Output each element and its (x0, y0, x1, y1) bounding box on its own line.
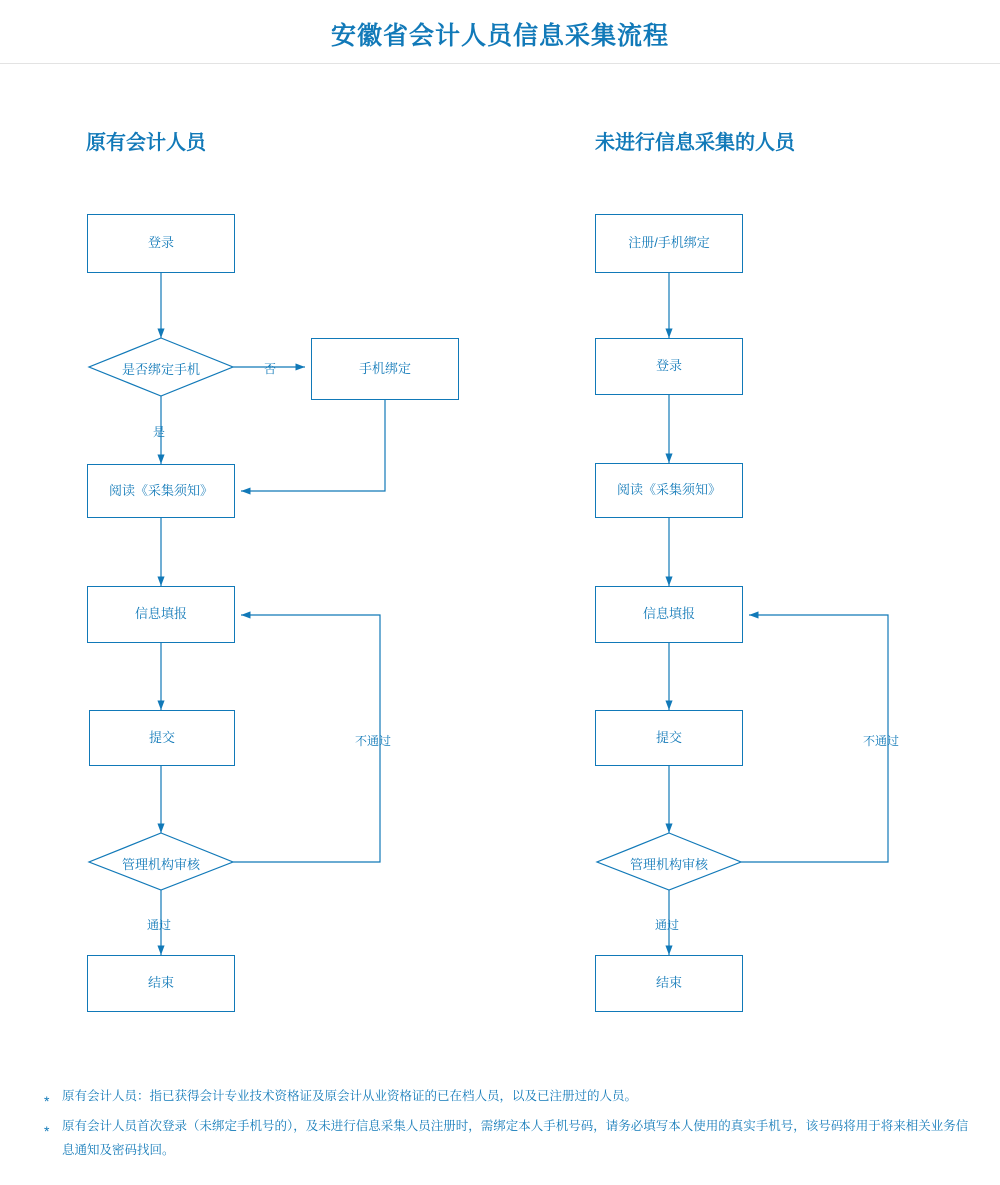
edge-label-right-fail: 不通过 (863, 734, 900, 748)
node-right-end[interactable]: 结束 (595, 955, 743, 1012)
node-left-review[interactable]: 管理机构审核 (121, 857, 200, 872)
edge-label-right-pass: 通过 (655, 918, 680, 932)
footnotes (44, 1085, 974, 1168)
footnote-item (44, 1115, 974, 1163)
node-right-submit[interactable]: 提交 (595, 710, 743, 766)
node-left-read-notice[interactable]: 阅读《采集须知》 (87, 464, 235, 518)
asterisk-icon: * (44, 1122, 50, 1139)
asterisk-icon: * (44, 1093, 50, 1109)
node-left-login[interactable]: 登录 (87, 214, 235, 273)
node-right-register[interactable]: 注册/手机绑定 (595, 214, 743, 273)
edge-label-left-pass: 通过 (147, 918, 172, 932)
column-heading-new-staff: 未进行信息采集的人员 (595, 132, 795, 154)
node-left-phone-check[interactable]: 是否绑定手机 (121, 362, 200, 377)
node-left-fill-info[interactable]: 信息填报 (87, 586, 235, 643)
edge-label-left-fail: 不通过 (355, 734, 392, 748)
node-left-phone-bind[interactable]: 手机绑定 (311, 338, 459, 400)
node-right-review[interactable]: 管理机构审核 (629, 857, 708, 872)
footnote-text: 原有会计人员首次登录（未绑定手机号的），及未进行信息采集人员注册时，需绑定本人手机号码，请务必填写本人使用的真实手机号，该号码将用于将来相关业务信息通知及密码找回。 (62, 1118, 969, 1157)
node-left-submit[interactable]: 提交 (89, 710, 235, 766)
node-right-fill-info[interactable]: 信息填报 (595, 586, 743, 643)
node-left-end[interactable]: 结束 (87, 955, 235, 1012)
node-right-read-notice[interactable]: 阅读《采集须知》 (595, 463, 743, 518)
node-right-login[interactable]: 登录 (595, 338, 743, 395)
edge-label-left-no: 否 (264, 362, 277, 376)
column-heading-existing-staff: 原有会计人员 (86, 132, 206, 154)
page-title: 安徽省会计人员信息采集流程 (330, 22, 669, 50)
footnote-item (44, 1085, 974, 1109)
footnote-text: 原有会计人员：指已获得会计专业技术资格证及原会计从业资格证的已在档人员，以及已注册过的人员。 (62, 1089, 638, 1103)
edge-label-left-yes: 是 (153, 425, 166, 439)
